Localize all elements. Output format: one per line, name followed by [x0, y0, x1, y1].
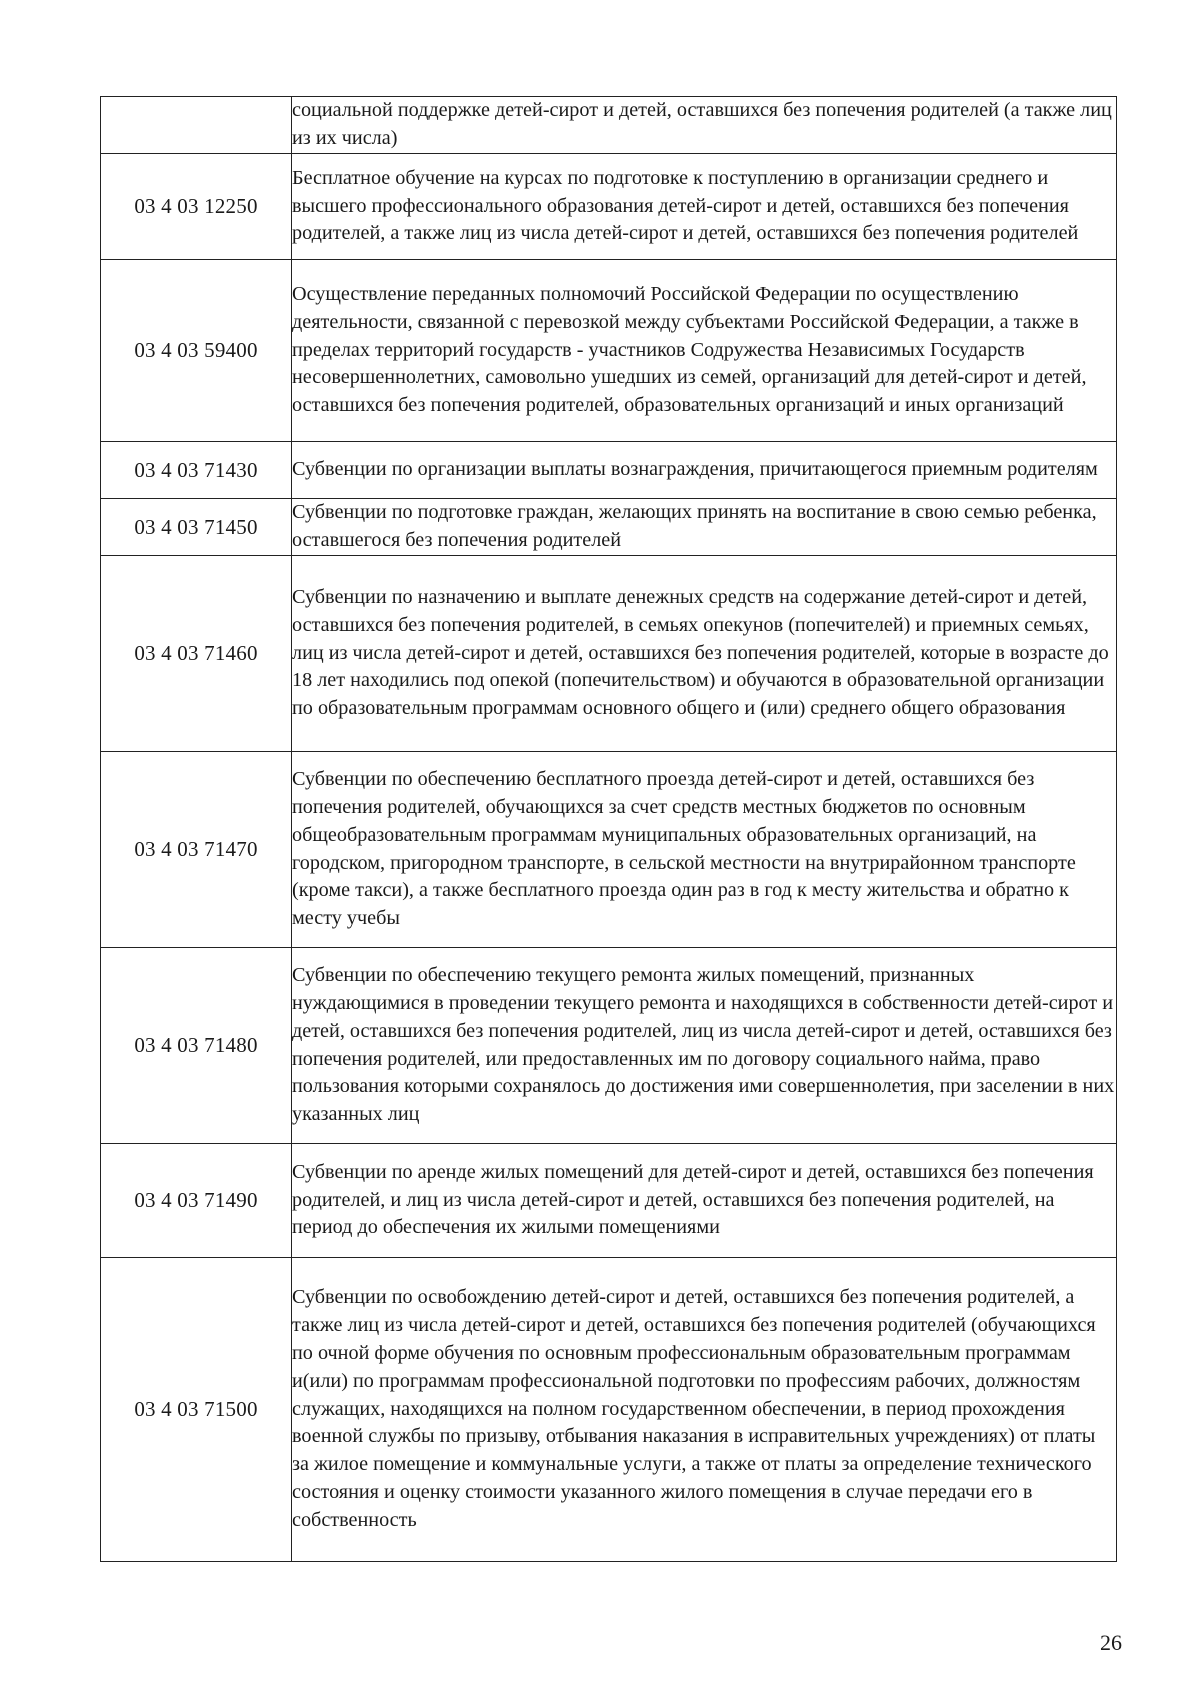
table-row [101, 1144, 1117, 1258]
code-cell: 03 4 03 71450 [101, 499, 292, 556]
code-cell: 03 4 03 71490 [101, 1144, 292, 1258]
code-cell [101, 97, 292, 154]
budget-code-table [100, 96, 1117, 1562]
description-cell: Субвенции по подготовке граждан, желающих принять на воспитание в свою семью ребенка, оставшегося без попечения родителей [292, 499, 1117, 556]
table-row [101, 1258, 1117, 1562]
code-cell: 03 4 03 71460 [101, 556, 292, 752]
table-row [101, 442, 1117, 499]
table-row [101, 97, 1117, 154]
code-cell: 03 4 03 71480 [101, 948, 292, 1144]
table-row [101, 154, 1117, 260]
description-cell: Субвенции по назначению и выплате денежных средств на содержание детей-сирот и детей, оставшихся без попечения родителей, в семьях опекунов (попечителей) и приемных семьях, лиц из числа детей-сирот и детей, оставшихся без попечения родителей, которые в возрасте до 18 лет находились под опекой (попечительством) и обучаются в образовательной организации по образовательным программам основного общего и (или) среднего общего образования [292, 556, 1117, 752]
description-cell: Осуществление переданных полномочий Российской Федерации по осуществлению деятельности, связанной с перевозкой между субъектами Российской Федерации, а также в пределах территорий государств - участников Содружества Независимых Государств несовершеннолетних, самовольно ушедших из семей, организаций для детей-сирот и детей, оставшихся без попечения родителей, образовательных организаций и иных организаций [292, 260, 1117, 442]
description-cell: Бесплатное обучение на курсах по подготовке к поступлению в организации среднего и высшего профессионального образования детей-сирот и детей, оставшихся без попечения родителей, а также лиц из числа детей-сирот и детей, оставшихся без попечения родителей [292, 154, 1117, 260]
table-body [101, 97, 1117, 1562]
code-cell: 03 4 03 12250 [101, 154, 292, 260]
description-cell: Субвенции по обеспечению бесплатного проезда детей-сирот и детей, оставшихся без попечения родителей, обучающихся за счет средств местных бюджетов по основным общеобразовательным программам муниципальных образовательных организаций, на городском, пригородном транспорте, в сельской местности на внутрирайонном транспорте (кроме такси), а также бесплатного проезда один раз в год к месту жительства и обратно к месту учебы [292, 752, 1117, 948]
code-cell: 03 4 03 59400 [101, 260, 292, 442]
description-cell: Субвенции по организации выплаты вознаграждения, причитающегося приемным родителям [292, 442, 1117, 499]
description-cell: Субвенции по обеспечению текущего ремонта жилых помещений, признанных нуждающимися в проведении текущего ремонта и находящихся в собственности детей-сирот и детей, оставшихся без попечения родителей, лиц из числа детей-сирот и детей, оставшихся без попечения родителей, или предоставленных им по договору социального найма, право пользования которыми сохранялось до достижения ими совершеннолетия, при заселении в них указанных лиц [292, 948, 1117, 1144]
table-row [101, 260, 1117, 442]
code-cell: 03 4 03 71430 [101, 442, 292, 499]
table-row [101, 752, 1117, 948]
table-row [101, 556, 1117, 752]
page-number: 26 [1100, 1630, 1122, 1655]
description-cell: Субвенции по аренде жилых помещений для детей-сирот и детей, оставшихся без попечения родителей, и лиц из числа детей-сирот и детей, оставшихся без попечения родителей, на период до обеспечения их жилыми помещениями [292, 1144, 1117, 1258]
table-row [101, 499, 1117, 556]
table-row [101, 948, 1117, 1144]
description-cell: Субвенции по освобождению детей-сирот и детей, оставшихся без попечения родителей, а также лиц из числа детей-сирот и детей, оставшихся без попечения родителей (обучающихся по очной форме обучения по основным профессиональным образовательным программам и(или) по программам профессиональной подготовки по профессиям рабочих, должностям служащих, находящихся на полном государственном обеспечении, в период прохождения военной службы по призыву, отбывания наказания в исправительных учреждениях) от платы за жилое помещение и коммунальные услуги, а также от платы за определение технического состояния и оценку стоимости указанного жилого помещения в случае передачи его в собственность [292, 1258, 1117, 1562]
code-cell: 03 4 03 71500 [101, 1258, 292, 1562]
description-cell: социальной поддержке детей-сирот и детей, оставшихся без попечения родителей (а также лиц из их числа) [292, 97, 1117, 154]
code-cell: 03 4 03 71470 [101, 752, 292, 948]
